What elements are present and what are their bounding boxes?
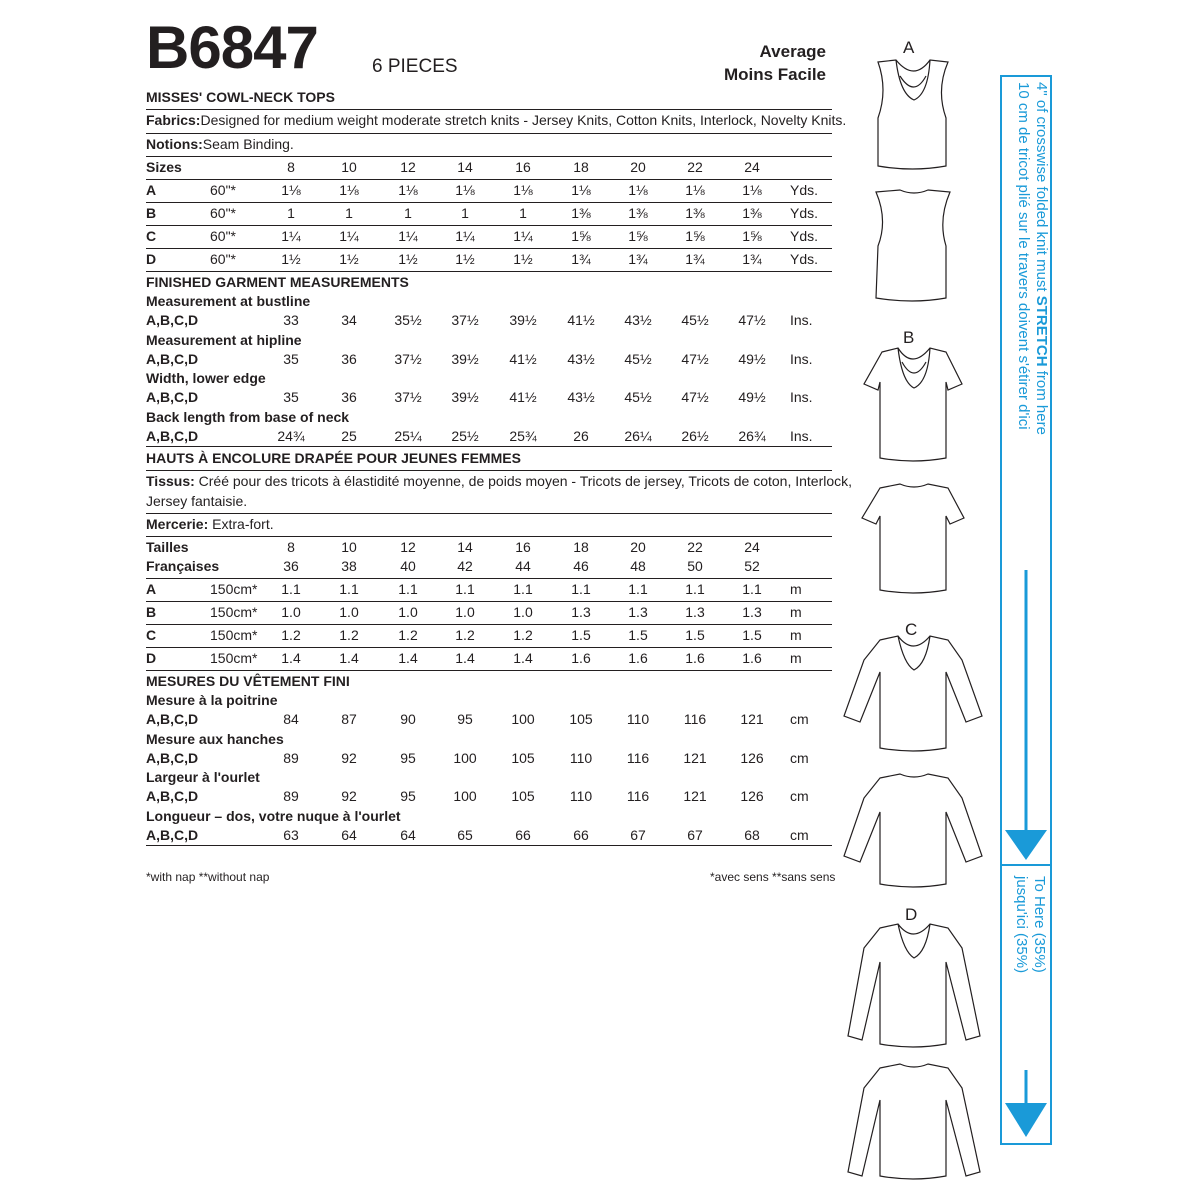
view-letter-a: A <box>903 38 915 57</box>
yardage-value: 1.3 <box>742 604 762 620</box>
measurement-value: 126 <box>740 749 764 766</box>
unit: cm <box>790 749 809 766</box>
sizes-label: Tailles <box>146 539 189 555</box>
measurement-value: 47½ <box>681 350 709 367</box>
yardage-value: 1.1 <box>628 581 648 597</box>
measurement-value: 67 <box>630 826 646 843</box>
measurement-value: 39½ <box>509 312 537 328</box>
yardage-value: 1.1 <box>685 581 705 597</box>
measurement-value: 26½ <box>681 427 709 444</box>
yardage-value: 1.1 <box>513 581 533 597</box>
fgm-title-en: FINISHED GARMENT MEASUREMENTS <box>146 274 409 290</box>
fabrics-label: Fabrics: <box>146 112 201 128</box>
yardage-value: 1¼ <box>398 228 418 244</box>
footnote-fr: *avec sens **sans sens <box>710 870 836 884</box>
yardage-value: 1.5 <box>571 627 591 643</box>
measurement-value: 95 <box>400 788 416 804</box>
yardage-value: 1.6 <box>571 650 591 666</box>
fabric-width: 150cm* <box>210 581 258 597</box>
measurement-value: 45½ <box>681 312 709 328</box>
measurement-value: 84 <box>283 711 299 727</box>
views-label: A,B,C,D <box>146 389 199 405</box>
measurement-value: 41½ <box>509 389 537 405</box>
yardage-value: 1⅝ <box>628 228 648 244</box>
unit: Ins. <box>790 427 813 444</box>
yardage-value: 1½ <box>281 251 301 267</box>
yardage-value: 1¼ <box>455 228 475 244</box>
yardage-value: 1.3 <box>685 604 705 620</box>
yardage-value: 1.1 <box>742 581 762 597</box>
measurement-name: Longueur – dos, votre nuque à l'ourlet <box>146 807 401 824</box>
unit: m <box>790 650 802 666</box>
measurement-value: 45½ <box>624 389 652 405</box>
yardage-value: 1⅝ <box>742 228 762 244</box>
yardage-value: 1½ <box>455 251 475 267</box>
measurement-value: 36 <box>341 389 357 405</box>
measurement-value: 43½ <box>567 350 595 367</box>
size: 20 <box>630 159 646 175</box>
measurement-value: 34 <box>341 312 357 328</box>
unit: Yds. <box>790 228 819 244</box>
measurement-value: 26 <box>573 427 589 444</box>
difficulty-fr: Moins Facile <box>723 65 826 84</box>
fabric-width: 60"* <box>210 251 236 267</box>
yardage-value: 1.4 <box>339 650 359 666</box>
footnote-en: *with nap **without nap <box>146 870 270 884</box>
measurement-value: 92 <box>341 788 357 804</box>
gauge-to-here-fr: jusqu'ici (35%) <box>1013 876 1030 974</box>
piece-count: 6 PIECES <box>372 56 458 77</box>
notions-label: Notions: <box>146 136 203 152</box>
measurement-value: 121 <box>740 711 764 727</box>
yardage-value: 1.1 <box>339 581 359 597</box>
measurement-value: 39½ <box>451 389 479 405</box>
measurement-value: 25 <box>341 427 357 444</box>
yardage-value: 1⅝ <box>685 228 705 244</box>
measurement-value: 64 <box>341 826 357 843</box>
fabrics-fr-cont: Jersey fantaisie. <box>146 493 248 509</box>
yardage-value: 1⅛ <box>339 182 359 198</box>
view-a-back-sketch <box>876 190 950 301</box>
measurement-value: 39½ <box>451 350 479 367</box>
yardage-value: 1 <box>345 205 353 221</box>
size: 10 <box>341 159 357 175</box>
views-label: A,B,C,D <box>146 427 199 444</box>
measurement-value: 35½ <box>394 312 422 328</box>
title-en: MISSES' COWL-NECK TOPS <box>146 89 335 105</box>
yardage-value: 1.0 <box>339 604 359 620</box>
measurement-value: 65 <box>457 826 473 843</box>
measurement-name: Largeur à l'ourlet <box>146 769 260 785</box>
yardage-value: 1¼ <box>513 228 533 244</box>
yardage-value: 1¾ <box>571 251 591 267</box>
yardage-value: 1.1 <box>281 581 301 597</box>
unit: m <box>790 604 802 620</box>
unit: Yds. <box>790 205 819 221</box>
fr-size: 36 <box>283 558 299 574</box>
unit: cm <box>790 711 809 727</box>
size: 16 <box>515 539 531 555</box>
yardage-value: 1.0 <box>398 604 418 620</box>
fr-size: 42 <box>457 558 473 574</box>
measurement-value: 35 <box>283 350 299 367</box>
measurement-value: 49½ <box>738 389 766 405</box>
unit: Ins. <box>790 389 813 405</box>
views-label: A,B,C,D <box>146 826 199 843</box>
yardage-value: 1.5 <box>742 627 762 643</box>
measurement-name: Measurement at bustline <box>146 293 311 309</box>
views-label: A,B,C,D <box>146 749 199 766</box>
views-label: A,B,C,D <box>146 312 199 328</box>
yardage-value: 1⅛ <box>685 182 705 198</box>
fr-size: 44 <box>515 558 531 574</box>
arrow-down-icon <box>1005 830 1047 860</box>
measurement-value: 105 <box>511 749 535 766</box>
yardage-value: 1.4 <box>398 650 418 666</box>
yardage-value: 1.0 <box>513 604 533 620</box>
measurement-value: 33 <box>283 312 299 328</box>
measurement-value: 100 <box>511 711 535 727</box>
measurement-value: 47½ <box>738 312 766 328</box>
measurement-value: 66 <box>573 826 589 843</box>
measurement-value: 116 <box>626 749 650 766</box>
view-d-back-sketch <box>848 1064 980 1179</box>
size: 10 <box>341 539 357 555</box>
measurement-value: 87 <box>341 711 357 727</box>
measurement-value: 25¾ <box>509 427 537 444</box>
yardage-value: 1.2 <box>513 627 533 643</box>
fgm-title-fr: MESURES DU VÊTEMENT FINI <box>146 673 350 689</box>
size: 16 <box>515 159 531 175</box>
yardage-value: 1¼ <box>339 228 359 244</box>
measurement-value: 105 <box>511 788 535 804</box>
title-fr: HAUTS À ENCOLURE DRAPÉE POUR JEUNES FEMMES <box>146 450 521 466</box>
view-label: C <box>146 627 157 643</box>
view-label: D <box>146 251 157 267</box>
measurement-value: 100 <box>453 788 477 804</box>
fabrics-text: Designed for medium weight moderate stretch knits - Jersey Knits, Cotton Knits, Interlock, Novelty Knits. <box>200 112 847 128</box>
views-label: A,B,C,D <box>146 350 199 367</box>
view-a-front-sketch <box>878 60 948 169</box>
yardage-value: 1⅛ <box>455 182 475 198</box>
fabrics-label: Tissus: <box>146 473 195 489</box>
measurement-value: 95 <box>457 711 473 727</box>
measurement-value: 49½ <box>738 350 766 367</box>
size: 8 <box>287 539 295 555</box>
measurement-value: 95 <box>400 749 416 766</box>
size: 20 <box>630 539 646 555</box>
arrow-down-icon <box>1005 1103 1047 1137</box>
fabric-width: 60"* <box>210 228 236 244</box>
gauge-stretch-text <box>1014 82 1050 435</box>
measurement-value: 100 <box>453 749 477 766</box>
yardage-value: 1.6 <box>628 650 648 666</box>
fr-size: 46 <box>573 558 589 574</box>
measurement-name: Back length from base of neck <box>146 408 350 425</box>
fr-size: 52 <box>744 558 760 574</box>
pattern-number: B6847 <box>146 14 318 81</box>
gauge-text-part: from here <box>1033 366 1050 435</box>
view-c-back-sketch <box>844 774 982 887</box>
fabric-width: 60"* <box>210 205 236 221</box>
measurement-value: 43½ <box>624 312 652 328</box>
size: 22 <box>687 159 703 175</box>
measurement-value: 24¾ <box>277 427 305 444</box>
measurement-value: 126 <box>740 788 764 804</box>
yardage-value: 1.5 <box>685 627 705 643</box>
view-label: C <box>146 228 157 244</box>
view-label: D <box>146 650 157 666</box>
yardage-value: 1⅛ <box>742 182 762 198</box>
measurement-value: 43½ <box>567 389 595 405</box>
view-letter-d: D <box>905 905 918 924</box>
measurement-value: 90 <box>400 711 416 727</box>
yardage-value: 1½ <box>339 251 359 267</box>
gauge-to-here-en: To Here (35%) <box>1031 876 1048 973</box>
measurement-value: 35 <box>283 389 299 405</box>
difficulty-en: Average <box>759 42 826 61</box>
measurement-name: Mesure à la poitrine <box>146 692 278 708</box>
yardage-value: 1.1 <box>398 581 418 597</box>
notions-text: Seam Binding. <box>202 136 294 152</box>
measurement-value: 37½ <box>394 350 422 367</box>
notions-label: Mercerie: <box>146 516 209 532</box>
measurement-value: 25½ <box>451 427 479 444</box>
yardage-value: 1.3 <box>628 604 648 620</box>
unit: Yds. <box>790 251 819 267</box>
fabric-width: 150cm* <box>210 650 258 666</box>
yardage-value: 1¾ <box>628 251 648 267</box>
gauge-text-part: 4" of crosswise folded knit must <box>1033 82 1050 296</box>
yardage-value: 1 <box>404 205 412 221</box>
sizes-label: Sizes <box>146 159 182 175</box>
yardage-value: 1.0 <box>455 604 475 620</box>
yardage-value: 1.4 <box>281 650 301 666</box>
gauge-to-here-text <box>1012 876 1048 973</box>
size: 12 <box>400 539 416 555</box>
fr-size: 40 <box>400 558 416 574</box>
measurement-value: 47½ <box>681 389 709 405</box>
view-b-front-sketch <box>864 348 962 461</box>
measurement-name: Measurement at hipline <box>146 331 302 348</box>
yardage-value: 1 <box>519 205 527 221</box>
unit: Yds. <box>790 182 819 198</box>
yardage-value: 1⅛ <box>281 182 301 198</box>
measurement-value: 67 <box>687 826 703 843</box>
measurement-value: 41½ <box>509 350 537 367</box>
fr-size: 38 <box>341 558 357 574</box>
yardage-value: 1.2 <box>398 627 418 643</box>
unit: Ins. <box>790 312 813 328</box>
view-b-back-sketch <box>862 484 964 593</box>
yardage-value: 1.1 <box>455 581 475 597</box>
size: 18 <box>573 539 589 555</box>
measurement-value: 116 <box>626 788 650 804</box>
size: 8 <box>287 159 295 175</box>
yardage-value: 1½ <box>513 251 533 267</box>
measurement-value: 37½ <box>451 312 479 328</box>
yardage-value: 1⅜ <box>571 205 591 221</box>
size: 24 <box>744 159 760 175</box>
measurement-value: 45½ <box>624 350 652 367</box>
gauge-stretch-line-fr: 10 cm de tricot plié sur le travers doivent s'étirer d'ici <box>1015 82 1032 430</box>
measurement-value: 116 <box>683 711 707 727</box>
measurement-value: 92 <box>341 749 357 766</box>
measurement-value: 110 <box>569 788 593 804</box>
unit: Ins. <box>790 350 813 367</box>
yardage-value: 1⅜ <box>685 205 705 221</box>
yardage-value: 1.6 <box>742 650 762 666</box>
measurement-name: Width, lower edge <box>146 370 266 386</box>
view-label: A <box>146 182 157 198</box>
yardage-value: 1.0 <box>281 604 301 620</box>
view-d-front-sketch <box>848 924 980 1047</box>
size: 24 <box>744 539 760 555</box>
measurement-value: 64 <box>400 826 416 843</box>
yardage-value: 1.2 <box>455 627 475 643</box>
unit: cm <box>790 788 809 804</box>
size: 22 <box>687 539 703 555</box>
yardage-value: 1⅜ <box>628 205 648 221</box>
measurement-value: 26¾ <box>738 427 766 444</box>
unit: m <box>790 627 802 643</box>
yardage-value: 1⅜ <box>742 205 762 221</box>
fr-size: 50 <box>687 558 703 574</box>
yardage-value: 1 <box>287 205 295 221</box>
size: 14 <box>457 539 473 555</box>
fr-sizes-label: Françaises <box>146 558 220 574</box>
size: 18 <box>573 159 589 175</box>
measurement-value: 37½ <box>394 389 422 405</box>
yardage-value: 1.1 <box>571 581 591 597</box>
measurement-value: 121 <box>683 788 707 804</box>
yardage-value: 1.2 <box>339 627 359 643</box>
fabric-width: 60"* <box>210 182 236 198</box>
yardage-value: 1⅛ <box>628 182 648 198</box>
view-letter-b: B <box>903 328 915 347</box>
size: 14 <box>457 159 473 175</box>
yardage-value: 1¼ <box>281 228 301 244</box>
view-label: B <box>146 604 157 620</box>
measurement-value: 110 <box>626 711 650 727</box>
fabrics-text: Créé pour des tricots à élastidité moyenne, de poids moyen - Tricots de jersey, Tricots de coton, Interlock, <box>198 473 853 489</box>
measurement-value: 89 <box>283 749 299 766</box>
measurement-value: 121 <box>683 749 707 766</box>
measurement-value: 110 <box>569 749 593 766</box>
yardage-value: 1⅛ <box>398 182 418 198</box>
measurement-value: 41½ <box>567 312 595 328</box>
measurement-value: 89 <box>283 788 299 804</box>
measurement-value: 26¼ <box>624 427 652 444</box>
yardage-value: 1.2 <box>281 627 301 643</box>
yardage-value: 1⅛ <box>513 182 533 198</box>
yardage-value: 1⅛ <box>571 182 591 198</box>
unit: m <box>790 581 802 597</box>
measurement-value: 105 <box>569 711 593 727</box>
fabric-width: 150cm* <box>210 627 258 643</box>
measurement-value: 68 <box>744 826 760 843</box>
gauge-stretch-line-en <box>1032 82 1050 435</box>
yardage-value: 1.6 <box>685 650 705 666</box>
unit: cm <box>790 826 809 843</box>
view-letter-c: C <box>905 620 918 639</box>
views-label: A,B,C,D <box>146 788 199 804</box>
yardage-value: 1.4 <box>513 650 533 666</box>
gauge-text-bold: STRETCH <box>1033 295 1050 367</box>
yardage-value: 1.5 <box>628 627 648 643</box>
view-c-front-sketch <box>844 636 982 751</box>
yardage-value: 1⅝ <box>571 228 591 244</box>
view-label: A <box>146 581 157 597</box>
measurement-value: 66 <box>515 826 531 843</box>
yardage-value: 1¾ <box>742 251 762 267</box>
size: 12 <box>400 159 416 175</box>
yardage-value: 1½ <box>398 251 418 267</box>
measurement-value: 25¼ <box>394 427 422 444</box>
yardage-value: 1 <box>461 205 469 221</box>
view-label: B <box>146 205 157 221</box>
fr-size: 48 <box>630 558 646 574</box>
fabric-width: 150cm* <box>210 604 258 620</box>
yardage-value: 1.4 <box>455 650 475 666</box>
measurement-value: 63 <box>283 826 299 843</box>
notions-text: Extra-fort. <box>212 516 274 532</box>
views-label: A,B,C,D <box>146 711 199 727</box>
measurement-value: 36 <box>341 350 357 367</box>
yardage-value: 1¾ <box>685 251 705 267</box>
yardage-value: 1.3 <box>571 604 591 620</box>
measurement-name: Mesure aux hanches <box>146 730 284 747</box>
